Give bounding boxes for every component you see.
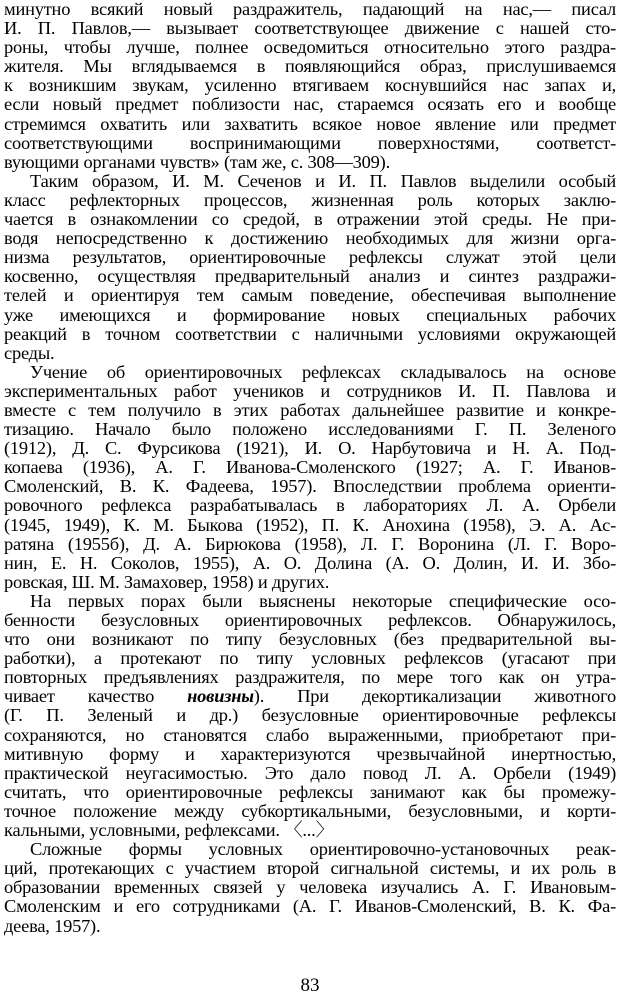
text-line-emphasis (4, 687, 616, 706)
text-line: На первых порах были выяснены некоторые специфические осо- (30, 590, 616, 611)
text-line: телей и ориентируя тем самым поведение, обеспечивая выполнение (4, 285, 616, 306)
text-line: ратяна (1955б), Д. А. Бирюкова (1958), Л. Г. Воронина (Л. Г. Воро- (4, 533, 616, 554)
paragraph-3 (4, 363, 616, 592)
text-line: роны, чтобы лучше, полнее осведомиться относительно этого раздра- (4, 37, 616, 58)
paragraph-4 (4, 592, 616, 840)
text-line: Таким образом, И. М. Сеченов и И. П. Павлов выделили особый (30, 170, 616, 191)
text-line: уже имеющихся и формирование новых специальных рабочих (4, 304, 616, 325)
text-line: кальными, условными, рефлексами. 〈...〉 (4, 820, 334, 841)
text-line: ций, протекающих с участием второй сигнальной системы, и их роль в (4, 858, 616, 879)
emphasized-word: новизны (187, 686, 254, 707)
text-line: Смоленский, В. К. Фадеева, 1957). Впоследствии проблема ориенти- (4, 476, 616, 497)
text-line: бенности безусловных ориентировочных рефлексов. Обнаружилось, (4, 610, 616, 630)
text-line: минутно всякий новый раздражитель, падающий на нас,— писал (4, 0, 616, 19)
text-line: ровская, Ш. М. Замаховер, 1958) и других. (4, 571, 330, 592)
text-line: ровочного рефлекса разрабатывалась в лабораториях Л. А. Орбели (4, 495, 616, 516)
text-line: практической неугасимостью. Это дало повод Л. А. Орбели (1949) (4, 762, 616, 783)
text-line: образовании временных связей у человека изучались А. Г. Ивановым- (4, 877, 616, 898)
text-line: (1945, 1949), К. М. Быкова (1952), П. К. Анохина (1958), Э. А. Ас- (4, 514, 616, 535)
text-line: экспериментальных работ учеников и сотрудников И. П. Павлова и (4, 380, 616, 401)
text-line: (Г. П. Зеленый и др.) безусловные ориентировочные рефлексы (4, 705, 616, 726)
text-line: Смоленским и его сотрудниками (А. Г. Иванов-Смоленский, В. К. Фа- (4, 896, 616, 917)
text-line: вместе с тем получило в этих работах дальнейшее развитие и конкре- (4, 399, 616, 420)
text-line: если новый предмет поблизости нас, стараемся осязать его и вообще (4, 94, 616, 115)
text-line: реакций в точном соответствии с наличными условиями окружающей (4, 323, 616, 344)
text-line: водя непосредственно к достижению необходимых для жизни орга- (4, 228, 616, 249)
text-line: чается в ознакомлении со средой, в отражении этой среды. Не при- (4, 209, 616, 230)
paragraph-2 (4, 172, 616, 363)
paragraph-5 (4, 840, 616, 935)
text-line: считать, что ориентировочные рефлексы занимают как бы промежу- (4, 781, 616, 802)
text-line: соответствующими воспринимающими поверхностями, соответст- (4, 132, 616, 153)
text-line: Учение об ориентировочных рефлексах складывалось на основе (30, 361, 616, 382)
paragraph-1 (4, 0, 616, 172)
text-line: класс рефлекторных процессов, жизненная роль которых заклю- (4, 189, 616, 210)
body-text (4, 0, 616, 936)
text-line: сохраняются, но становятся слабо выраженными, приобретают при- (4, 724, 616, 745)
text-line: к возникшим звукам, усиленно втягиваем коснувшийся нас запах и, (4, 75, 616, 96)
text-line: жителя. Мы вглядываемся в появляющийся образ, прислушиваемся (4, 56, 616, 77)
text-line: среды. (4, 342, 55, 363)
text-line: митивную форму и характеризуются чрезвычайной инертностью, (4, 743, 616, 764)
text-fragment: чивает качество (4, 686, 188, 707)
text-line: (1912), Д. С. Фурсикова (1921), И. О. Нарбутовича и Н. А. Под- (4, 438, 616, 459)
text-line: стремимся охватить или захватить всякое новое явление или предмет (4, 113, 616, 134)
text-line: точное положение между субкортикальными, безусловными, и корти- (4, 800, 616, 821)
text-line: низма результатов, ориентировочные рефлексы служат этой цели (4, 247, 616, 268)
text-line: что они возникают по типу безусловных (без предварительной вы- (4, 629, 616, 650)
text-fragment: ). При декортикализации животного (253, 686, 616, 707)
text-line: И. П. Павлов,— вызывает соответствующее движение с нашей сто- (4, 18, 616, 39)
text-line: вующими органами чувств» (там же, с. 308—309). (4, 151, 390, 172)
text-line: копаева (1936), А. Г. Иванова-Смоленского (1927; А. Г. Иванов- (4, 457, 616, 478)
text-line: работки), а протекают по типу условных рефлексов (угасают при (4, 648, 616, 669)
text-line: деева, 1957). (4, 915, 101, 936)
text-line: тизацию. Начало было положено исследованиями Г. П. Зеленого (4, 419, 616, 440)
text-line: повторных предъявлениях раздражителя, по мере того как он утра- (4, 667, 616, 688)
text-line: нин, Е. Н. Соколов, 1955), А. О. Долина (А. О. Долин, И. И. Збо- (4, 552, 616, 573)
text-line: Сложные формы условных ориентировочно-установочных реак- (30, 839, 616, 860)
text-line: косвенно, осуществляя предварительный анализ и синтез раздражи- (4, 266, 616, 287)
page-number: 83 (300, 975, 320, 996)
